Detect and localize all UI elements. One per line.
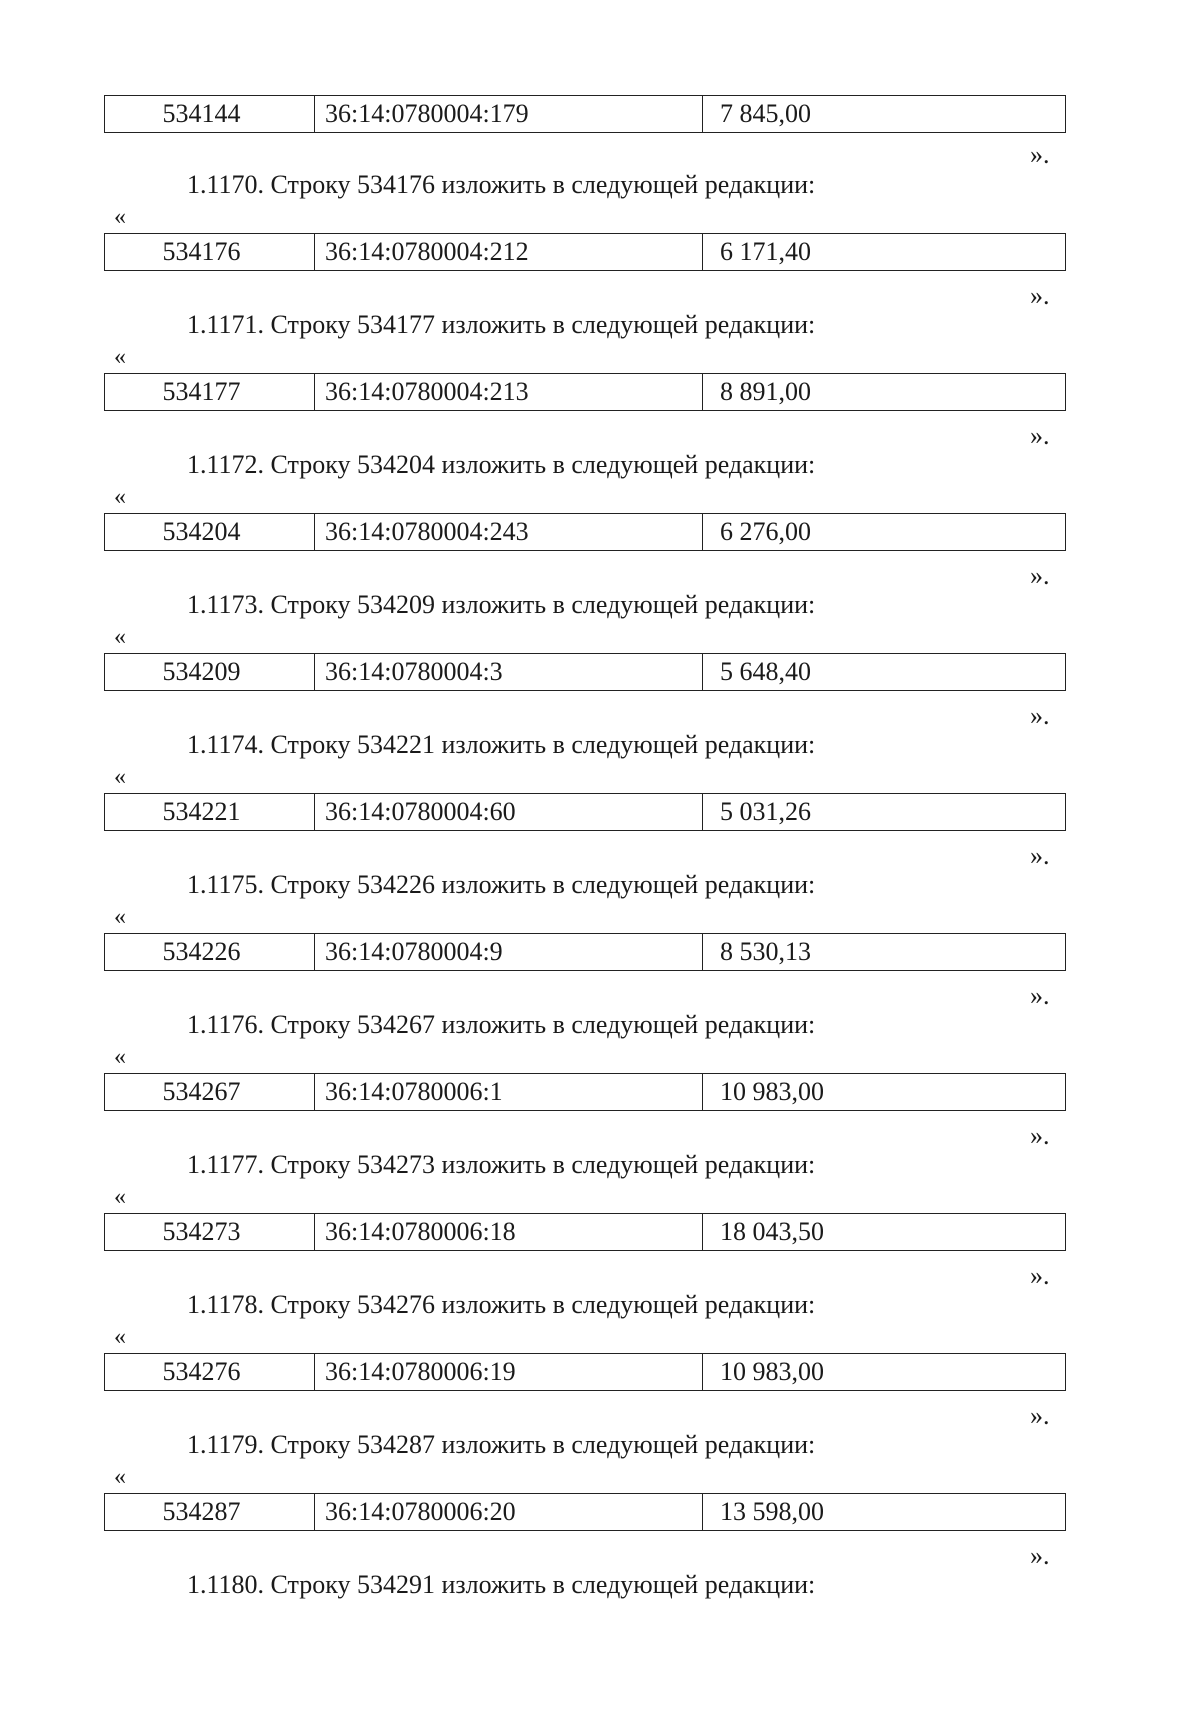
amendment-instruction: 1.1173. Строку 534209 изложить в следующей редакции: [187, 590, 816, 619]
cadastral-number: 36:14:0780006:20 [315, 1494, 703, 1530]
table-row [104, 1353, 1066, 1391]
closing-quote: ». [1030, 1541, 1050, 1570]
cadastral-value: 6 171,40 [720, 237, 811, 266]
cadastral-number: 36:14:0780004:213 [315, 374, 703, 410]
closing-quote: ». [1030, 1121, 1050, 1150]
amendment-instruction: 1.1178. Строку 534276 изложить в следующей редакции: [187, 1290, 816, 1319]
closing-quote: ». [1030, 1261, 1050, 1290]
table-row [104, 1213, 1066, 1251]
cadastral-value: 8 891,00 [720, 377, 811, 406]
closing-quote: ». [1030, 841, 1050, 870]
amendment-instruction: 1.1170. Строку 534176 изложить в следующей редакции: [187, 170, 816, 199]
opening-quote: « [114, 1324, 126, 1350]
amendment-instruction: 1.1176. Строку 534267 изложить в следующей редакции: [187, 1010, 816, 1039]
table-row [104, 95, 1066, 133]
closing-quote: ». [1030, 281, 1050, 310]
row-code: 534287 [105, 1494, 315, 1530]
opening-quote: « [114, 484, 126, 510]
opening-quote: « [114, 344, 126, 370]
closing-quote: ». [1030, 701, 1050, 730]
opening-quote: « [114, 1184, 126, 1210]
cadastral-number: 36:14:0780006:18 [315, 1214, 703, 1250]
cadastral-value: 6 276,00 [720, 517, 811, 546]
row-code: 534276 [105, 1354, 315, 1390]
cadastral-number: 36:14:0780004:179 [315, 96, 703, 132]
cadastral-number: 36:14:0780006:1 [315, 1074, 703, 1110]
table-row [104, 933, 1066, 971]
row-code: 534267 [105, 1074, 315, 1110]
cadastral-value: 10 983,00 [720, 1077, 824, 1106]
amendment-instruction: 1.1172. Строку 534204 изложить в следующей редакции: [187, 450, 816, 479]
amendment-instruction: 1.1171. Строку 534177 изложить в следующей редакции: [187, 310, 816, 339]
closing-quote: ». [1030, 1401, 1050, 1430]
row-code: 534273 [105, 1214, 315, 1250]
closing-quote: ». [1030, 981, 1050, 1010]
cadastral-number: 36:14:0780004:9 [315, 934, 703, 970]
row-code: 534177 [105, 374, 315, 410]
table-row [104, 653, 1066, 691]
opening-quote: « [114, 764, 126, 790]
row-code: 534221 [105, 794, 315, 830]
row-code: 534176 [105, 234, 315, 270]
opening-quote: « [114, 904, 126, 930]
amendment-instruction: 1.1175. Строку 534226 изложить в следующей редакции: [187, 870, 816, 899]
cadastral-value: 18 043,50 [720, 1217, 824, 1246]
cadastral-number: 36:14:0780006:19 [315, 1354, 703, 1390]
opening-quote: « [114, 624, 126, 650]
cadastral-value: 5 648,40 [720, 657, 811, 686]
row-code: 534226 [105, 934, 315, 970]
opening-quote: « [114, 1464, 126, 1490]
table-row [104, 373, 1066, 411]
cadastral-value: 13 598,00 [720, 1497, 824, 1526]
table-row [104, 1073, 1066, 1111]
table-row [104, 793, 1066, 831]
amendment-instruction: 1.1177. Строку 534273 изложить в следующей редакции: [187, 1150, 816, 1179]
cadastral-number: 36:14:0780004:60 [315, 794, 703, 830]
cadastral-value: 5 031,26 [720, 797, 811, 826]
amendment-instruction: 1.1180. Строку 534291 изложить в следующей редакции: [187, 1570, 816, 1599]
closing-quote: ». [1030, 421, 1050, 450]
cadastral-value: 7 845,00 [720, 99, 811, 128]
closing-quote: ». [1030, 140, 1050, 169]
cadastral-number: 36:14:0780004:212 [315, 234, 703, 270]
row-code: 534144 [105, 96, 315, 132]
amendment-instruction: 1.1179. Строку 534287 изложить в следующей редакции: [187, 1430, 816, 1459]
closing-quote: ». [1030, 561, 1050, 590]
row-code: 534204 [105, 514, 315, 550]
cadastral-number: 36:14:0780004:3 [315, 654, 703, 690]
cadastral-value: 10 983,00 [720, 1357, 824, 1386]
table-row [104, 513, 1066, 551]
cadastral-number: 36:14:0780004:243 [315, 514, 703, 550]
amendment-instruction: 1.1174. Строку 534221 изложить в следующей редакции: [187, 730, 816, 759]
row-code: 534209 [105, 654, 315, 690]
opening-quote: « [114, 204, 126, 230]
cadastral-value: 8 530,13 [720, 937, 811, 966]
opening-quote: « [114, 1044, 126, 1070]
table-row [104, 1493, 1066, 1531]
table-row [104, 233, 1066, 271]
